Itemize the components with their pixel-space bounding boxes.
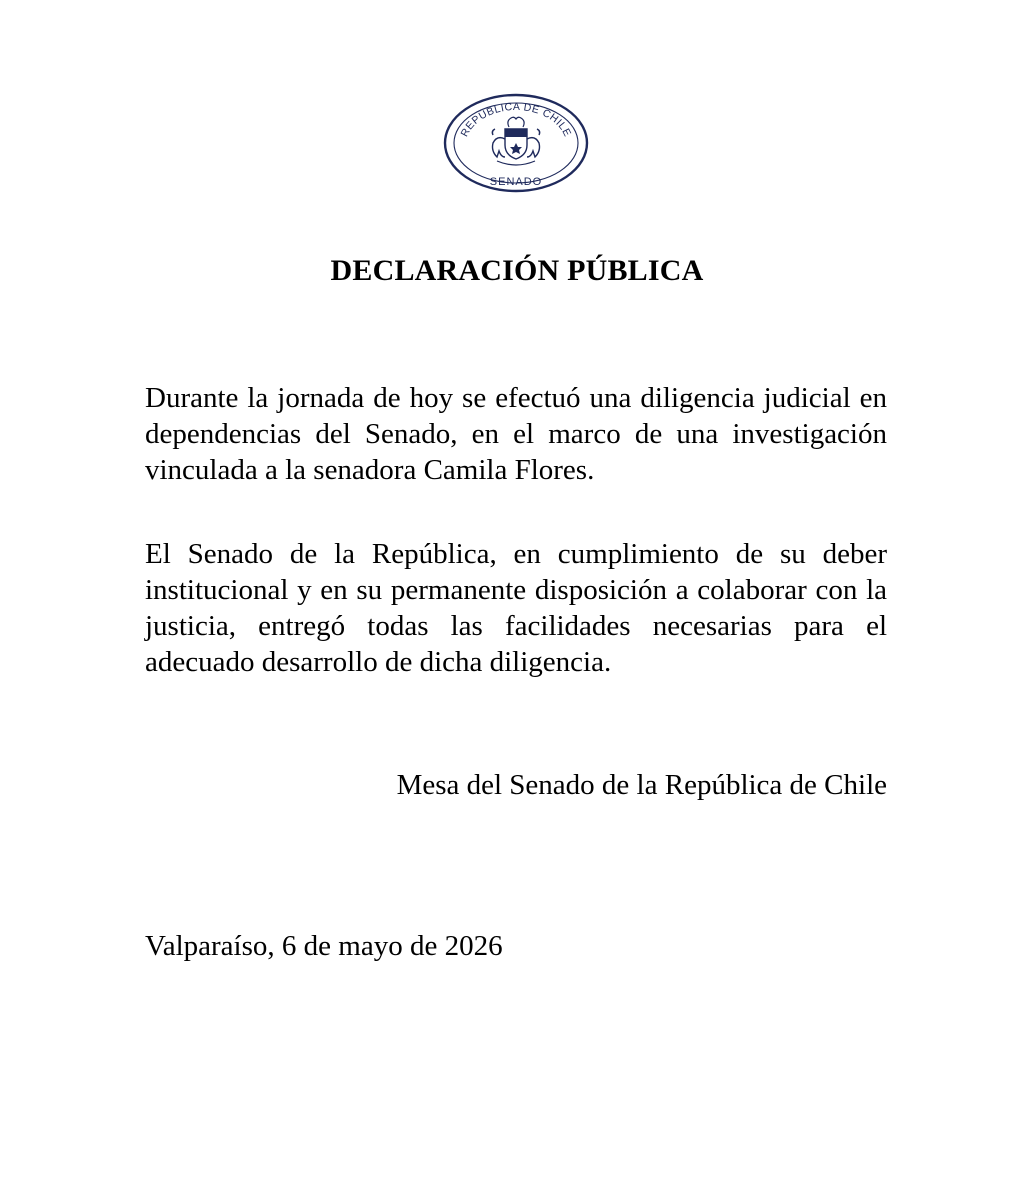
seal-top-textpath: REPÚBLICA DE CHILE bbox=[458, 100, 574, 139]
signature: Mesa del Senado de la República de Chile bbox=[396, 769, 887, 801]
body-paragraph-1: Durante la jornada de hoy se efectuó una diligencia judicial en dependencias del Senado, en el marco de una investigación vinculada a la senadora Camila Flores. bbox=[145, 382, 887, 486]
coat-of-arms-icon bbox=[492, 117, 539, 165]
senado-seal-graphic bbox=[443, 93, 589, 193]
place-date: Valparaíso, 6 de mayo de 2026 bbox=[145, 930, 503, 962]
seal-bottom-text: SENADO bbox=[489, 176, 543, 188]
page-title: DECLARACIÓN PÚBLICA bbox=[330, 254, 704, 287]
body-paragraph-2: El Senado de la República, en cumplimiento de su deber institucional y en su permanente disposición a colaborar con la justicia, entregó todas las facilidades necesarias para el adecuado desarrollo de dicha diligencia. bbox=[145, 538, 887, 678]
senado-seal bbox=[443, 93, 589, 193]
